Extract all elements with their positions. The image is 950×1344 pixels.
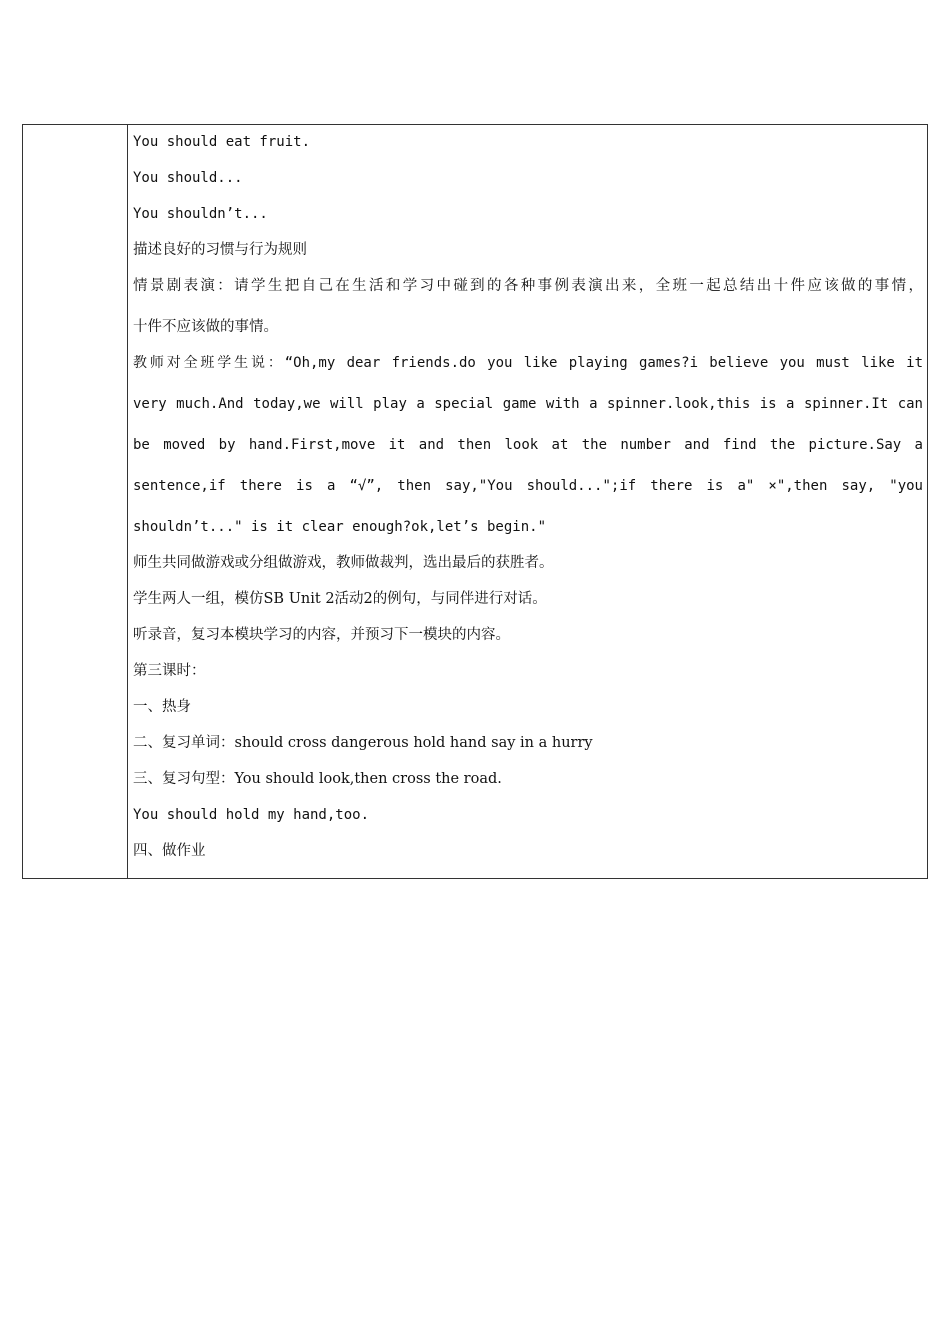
table-content-cell: [128, 125, 927, 878]
text-line: shouldn’t..." is it clear enough?ok,let’s begin.": [133, 519, 547, 535]
text-line: 一、热身: [133, 699, 191, 715]
lesson-table: [22, 124, 928, 879]
text-line: You should hold my hand,too.: [133, 807, 370, 823]
text-line: very much.And today,we will play a special game with a spinner.look,this is a spinner.It can: [133, 396, 923, 412]
text-line: sentence,if there is a “√”, then say,"You should...";if there is a" ×",then say, "you: [133, 478, 923, 494]
text-line: 听录音，复习本模块学习的内容，并预习下一模块的内容。: [133, 627, 510, 643]
text-line: 描述良好的习惯与行为规则: [133, 242, 307, 258]
text-line: 师生共同做游戏或分组做游戏，教师做裁判，选出最后的获胜者。: [133, 555, 554, 571]
text-line: 学生两人一组，模仿SB Unit 2活动2的例句，与同伴进行对话。: [133, 591, 547, 607]
text-line: 情景剧表演：请学生把自己在生活和学习中碰到的各种事例表演出来，全班一起总结出十件应该做的事情，: [133, 278, 923, 294]
text-line: 四、做作业: [133, 843, 206, 859]
text-line: be moved by hand.First,move it and then look at the number and find the picture.Say a: [133, 437, 923, 453]
text-line: 教师对全班学生说：“Oh,my dear friends.do you like playing games?i believe you must like it: [133, 355, 923, 371]
table-label-cell: [23, 125, 128, 878]
text-line: 十件不应该做的事情。: [133, 319, 278, 335]
text-line: You shouldn’t...: [133, 206, 268, 222]
text-line: You should eat fruit.: [133, 134, 311, 150]
text-line: 三、复习句型：You should look,then cross the road.: [133, 771, 502, 787]
text-line: 第三课时：: [133, 663, 206, 679]
text-line: You should...: [133, 170, 243, 186]
text-line: 二、复习单词：should cross dangerous hold hand say in a hurry: [133, 735, 593, 751]
